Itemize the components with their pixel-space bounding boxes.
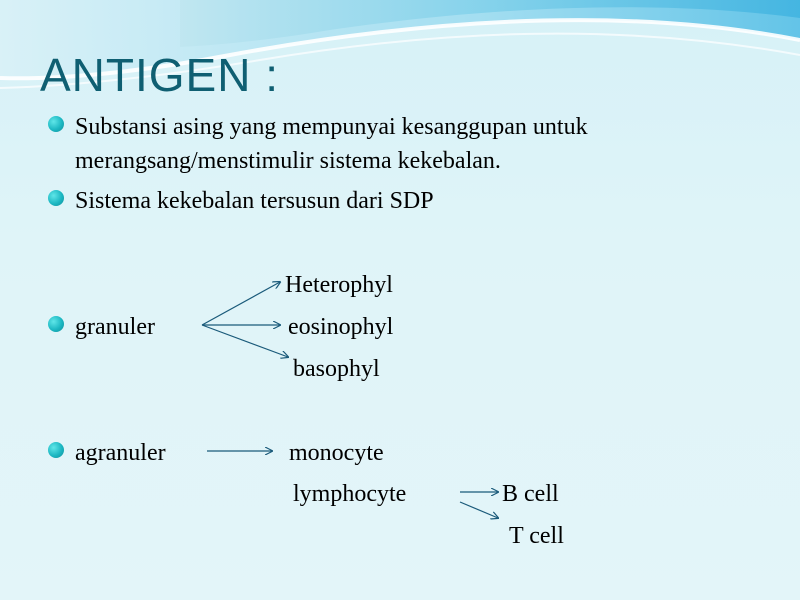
- agranuler-monocyte: monocyte: [289, 440, 384, 466]
- arrow-to-t-cell: [460, 502, 498, 518]
- arrow-to-basophyl: [202, 325, 288, 357]
- granuler-branch-basophyl: basophyl: [293, 356, 380, 382]
- bullet-2-text: Sistema kekebalan tersusun dari SDP: [75, 188, 434, 214]
- granuler-branch-heterophyl: Heterophyl: [285, 272, 393, 298]
- granuler-label: granuler: [75, 314, 155, 340]
- bullet-1-line-1: Substansi asing yang mempunyai kesanggupan untuk: [75, 114, 588, 140]
- slide-title: ANTIGEN :: [40, 49, 280, 101]
- bullet-1-line-2: merangsang/menstimulir sistema kekebalan.: [75, 148, 501, 174]
- agranuler-lymphocyte: lymphocyte: [293, 481, 407, 507]
- granuler-branch-eosinophyl: eosinophyl: [288, 314, 394, 340]
- agranuler-label: agranuler: [75, 440, 166, 466]
- lymphocyte-branch-b-cell: B cell: [502, 481, 559, 507]
- lymphocyte-branch-t-cell: T cell: [509, 523, 564, 549]
- arrow-to-heterophyl: [202, 282, 280, 325]
